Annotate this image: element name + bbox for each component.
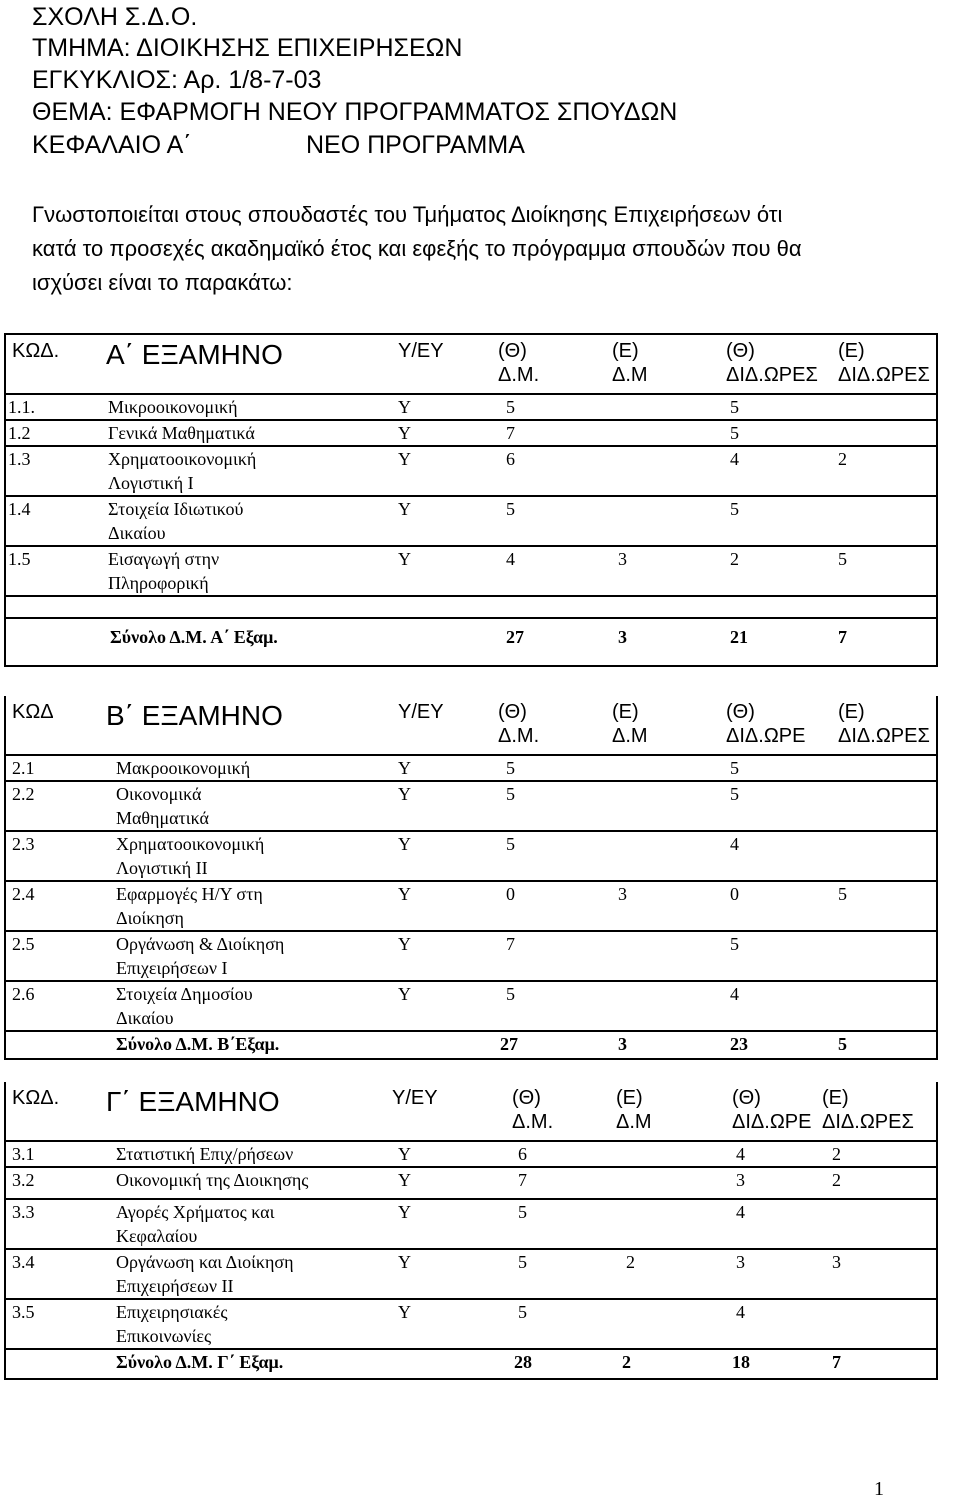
- subject-line: ΘΕΜΑ: ΕΦΑΡΜΟΓΗ ΝΕΟΥ ΠΡΟΓΡΑΜΜΑΤΟΣ ΣΠΟΥΔΩΝ: [32, 98, 678, 126]
- course-code: 3.5: [12, 1302, 35, 1322]
- semester-title: Γ΄ ΕΞΑΜΗΝΟ: [106, 1086, 280, 1117]
- course-code: 1.3: [8, 449, 31, 469]
- total-label: Σύνολο Δ.Μ. Β΄Εξαμ.: [116, 1034, 280, 1054]
- theory-credits-header: (Θ) Δ.Μ.: [512, 1087, 554, 1133]
- theory-credits: 7: [506, 423, 515, 443]
- course-type: Υ: [398, 1302, 411, 1322]
- course-code: 2.6: [12, 984, 35, 1004]
- table-row: [6, 982, 936, 1032]
- total-label: Σύνολο Δ.Μ. Α΄ Εξαμ.: [110, 627, 278, 647]
- course-type: Υ: [398, 1144, 411, 1164]
- course-type: Υ: [398, 423, 411, 443]
- lab-hours-header: (Ε) ΔΙΔ.ΩΡΕΣ: [822, 1087, 914, 1133]
- course-type: Υ: [398, 984, 411, 1004]
- theory-credits-header: (Θ) Δ.Μ.: [498, 701, 540, 747]
- lab-hours: 5: [838, 549, 847, 569]
- code-header: ΚΩΔ: [12, 701, 54, 723]
- table-row: [6, 447, 936, 497]
- total-theory-credits: 27: [506, 627, 524, 647]
- course-name: Επιχειρησιακές Επικοινωνίες: [116, 1302, 228, 1346]
- total-row: [6, 1032, 936, 1060]
- theory-credits: 7: [506, 934, 515, 954]
- course-type: Υ: [398, 549, 411, 569]
- lab-credits: 3: [618, 884, 627, 904]
- total-theory-credits: 28: [514, 1352, 532, 1372]
- course-name: Αγορές Χρήματος και Κεφαλαίου: [116, 1202, 275, 1246]
- course-type: Υ: [398, 499, 411, 519]
- course-name: Οικονομική της Διοικησης: [116, 1170, 309, 1190]
- theory-hours-header: (Θ) ΔΙΔ.ΩΡΕ: [726, 701, 806, 747]
- theory-credits: 5: [506, 499, 515, 519]
- theory-hours: 5: [730, 758, 739, 778]
- course-code: 3.1: [12, 1144, 35, 1164]
- total-lab-credits: 3: [618, 627, 627, 647]
- total-row: [6, 1350, 936, 1378]
- course-name: Στοιχεία Δημοσίου Δικαίου: [116, 984, 253, 1028]
- theory-hours: 4: [736, 1302, 745, 1322]
- theory-hours: 3: [736, 1252, 745, 1272]
- course-type: Υ: [398, 449, 411, 469]
- lab-credits: 2: [626, 1252, 635, 1272]
- table-row: [6, 782, 936, 832]
- lab-credits-header: (Ε) Δ.Μ: [612, 701, 648, 747]
- course-name: Οργάνωση & Διοίκηση Επιχειρήσεων Ι: [116, 934, 285, 978]
- total-row: [6, 619, 936, 665]
- semester-title: Α΄ ΕΞΑΜΗΝΟ: [106, 339, 283, 370]
- page-number: 1: [874, 1478, 884, 1500]
- total-theory-hours: 23: [730, 1034, 748, 1054]
- lab-hours: 2: [832, 1170, 841, 1190]
- table-header: [6, 335, 936, 395]
- lab-credits-header: (Ε) Δ.Μ: [612, 340, 648, 386]
- course-type: Υ: [398, 758, 411, 778]
- theory-hours: 4: [730, 449, 739, 469]
- theory-credits: 5: [506, 758, 515, 778]
- lab-credits: 3: [618, 549, 627, 569]
- course-code: 2.4: [12, 884, 35, 904]
- course-name: Μικροοικονομική: [108, 397, 238, 417]
- course-code: 2.5: [12, 934, 35, 954]
- lab-hours: 2: [838, 449, 847, 469]
- total-lab-hours: 5: [838, 1034, 847, 1054]
- theory-credits: 6: [506, 449, 515, 469]
- course-code: 1.1.: [8, 397, 35, 417]
- theory-hours-header: (Θ) ΔΙΔ.ΩΡΕ: [732, 1087, 812, 1133]
- type-header: Υ/ΕΥ: [392, 1087, 438, 1109]
- table-header: [6, 696, 936, 756]
- table-row: [6, 932, 936, 982]
- table-row: [6, 1168, 936, 1200]
- theory-hours: 4: [730, 834, 739, 854]
- code-header: ΚΩΔ.: [12, 340, 60, 362]
- course-name: Εισαγωγή στην Πληροφορική: [108, 549, 220, 593]
- theory-credits: 6: [518, 1144, 527, 1164]
- circular-line: ΕΓΚΥΚΛΙΟΣ: Αρ. 1/8-7-03: [32, 66, 322, 94]
- course-name: Χρηματοοικονομική Λογιστική Ι: [108, 449, 257, 493]
- course-name: Οικονομικά Μαθηματικά: [116, 784, 209, 828]
- course-code: 2.2: [12, 784, 35, 804]
- semester-title: Β΄ ΕΞΑΜΗΝΟ: [106, 700, 283, 731]
- total-label: Σύνολο Δ.Μ. Γ΄ Εξαμ.: [116, 1352, 284, 1372]
- type-header: Υ/ΕΥ: [398, 701, 444, 723]
- theory-credits: 5: [518, 1252, 527, 1272]
- course-type: Υ: [398, 784, 411, 804]
- theory-hours: 5: [730, 499, 739, 519]
- theory-hours: 3: [736, 1170, 745, 1190]
- theory-hours: 5: [730, 934, 739, 954]
- intro-line-2: κατά το προσεχές ακαδημαϊκό έτος και εφεξής το πρόγραμμα σπουδών που θα: [32, 236, 802, 261]
- course-code: 1.4: [8, 499, 31, 519]
- total-theory-credits: 27: [500, 1034, 518, 1054]
- total-lab-hours: 7: [832, 1352, 841, 1372]
- chapter-label: ΚΕΦΑΛΑΙΟ Α΄: [32, 131, 192, 159]
- total-lab-credits: 2: [622, 1352, 631, 1372]
- theory-hours: 5: [730, 423, 739, 443]
- theory-credits: 5: [518, 1302, 527, 1322]
- table-row-spacer: [6, 597, 936, 619]
- table-row: [6, 1142, 936, 1168]
- table-row: [6, 547, 936, 597]
- theory-credits-header: (Θ) Δ.Μ.: [498, 340, 540, 386]
- course-type: Υ: [398, 397, 411, 417]
- course-code: 2.1: [12, 758, 35, 778]
- table-row: [6, 1200, 936, 1250]
- course-name: Μακροοικονομική: [116, 758, 251, 778]
- theory-hours: 2: [730, 549, 739, 569]
- theory-credits: 7: [518, 1170, 527, 1190]
- theory-credits: 5: [506, 784, 515, 804]
- theory-credits: 4: [506, 549, 515, 569]
- total-lab-hours: 7: [838, 627, 847, 647]
- course-name: Στατιστική Επιχ/ρήσεων: [116, 1144, 294, 1164]
- table-row: [6, 882, 936, 932]
- new-program-label: ΝΕΟ ΠΡΟΓΡΑΜΜΑ: [306, 131, 525, 159]
- course-name: Οργάνωση και Διοίκηση Επιχειρήσεων ΙΙ: [116, 1252, 294, 1296]
- lab-hours-header: (Ε) ΔΙΔ.ΩΡΕΣ: [838, 340, 930, 386]
- theory-hours: 5: [730, 784, 739, 804]
- lab-hours: 2: [832, 1144, 841, 1164]
- total-theory-hours: 21: [730, 627, 748, 647]
- lab-credits-header: (Ε) Δ.Μ: [616, 1087, 652, 1133]
- course-code: 3.3: [12, 1202, 35, 1222]
- theory-hours: 0: [730, 884, 739, 904]
- theory-credits: 5: [518, 1202, 527, 1222]
- course-type: Υ: [398, 1170, 411, 1190]
- course-code: 1.2: [8, 423, 31, 443]
- course-code: 1.5: [8, 549, 31, 569]
- course-type: Υ: [398, 834, 411, 854]
- course-type: Υ: [398, 1202, 411, 1222]
- lab-hours: 3: [832, 1252, 841, 1272]
- course-type: Υ: [398, 884, 411, 904]
- theory-hours: 4: [730, 984, 739, 1004]
- table-header: [6, 1082, 936, 1142]
- total-theory-hours: 18: [732, 1352, 750, 1372]
- total-lab-credits: 3: [618, 1034, 627, 1054]
- intro-line-1: Γνωστοποιείται στους σπουδαστές του Τμήματος Διοίκησης Επιχειρήσεων ότι: [32, 202, 783, 227]
- theory-hours: 5: [730, 397, 739, 417]
- semester-a-table: [4, 333, 938, 667]
- theory-hours-header: (Θ) ΔΙΔ.ΩΡΕΣ: [726, 340, 818, 386]
- course-code: 3.2: [12, 1170, 35, 1190]
- course-name: Χρηματοοικονομική Λογιστική ΙΙ: [116, 834, 265, 878]
- table-row: [6, 395, 936, 421]
- theory-hours: 4: [736, 1202, 745, 1222]
- school-line: ΣΧΟΛΗ Σ.Δ.Ο.: [32, 3, 198, 31]
- intro-line-3: ισχύσει είναι το παρακάτω:: [32, 270, 293, 295]
- theory-credits: 5: [506, 397, 515, 417]
- lab-hours-header: (Ε) ΔΙΔ.ΩΡΕΣ: [838, 701, 930, 747]
- course-code: 2.3: [12, 834, 35, 854]
- semester-b-table: [4, 696, 938, 1060]
- department-line: ΤΜΗΜΑ: ΔΙΟΙΚΗΣΗΣ ΕΠΙΧΕΙΡΗΣΕΩΝ: [32, 34, 463, 62]
- table-row: [6, 832, 936, 882]
- course-code: 3.4: [12, 1252, 35, 1272]
- lab-hours: 5: [838, 884, 847, 904]
- course-type: Υ: [398, 934, 411, 954]
- table-row: [6, 1250, 936, 1300]
- code-header: ΚΩΔ.: [12, 1087, 60, 1109]
- theory-credits: 5: [506, 984, 515, 1004]
- course-name: Στοιχεία Ιδιωτικού Δικαίου: [108, 499, 244, 543]
- theory-hours: 4: [736, 1144, 745, 1164]
- semester-c-table: [4, 1082, 938, 1380]
- type-header: Υ/ΕΥ: [398, 340, 444, 362]
- table-row: [6, 756, 936, 782]
- table-row: [6, 1300, 936, 1350]
- course-type: Υ: [398, 1252, 411, 1272]
- theory-credits: 5: [506, 834, 515, 854]
- course-name: Γενικά Μαθηματικά: [108, 423, 255, 443]
- course-name: Εφαρμογές Η/Υ στη Διοίκηση: [116, 884, 263, 928]
- table-row: [6, 421, 936, 447]
- table-row: [6, 497, 936, 547]
- theory-credits: 0: [506, 884, 515, 904]
